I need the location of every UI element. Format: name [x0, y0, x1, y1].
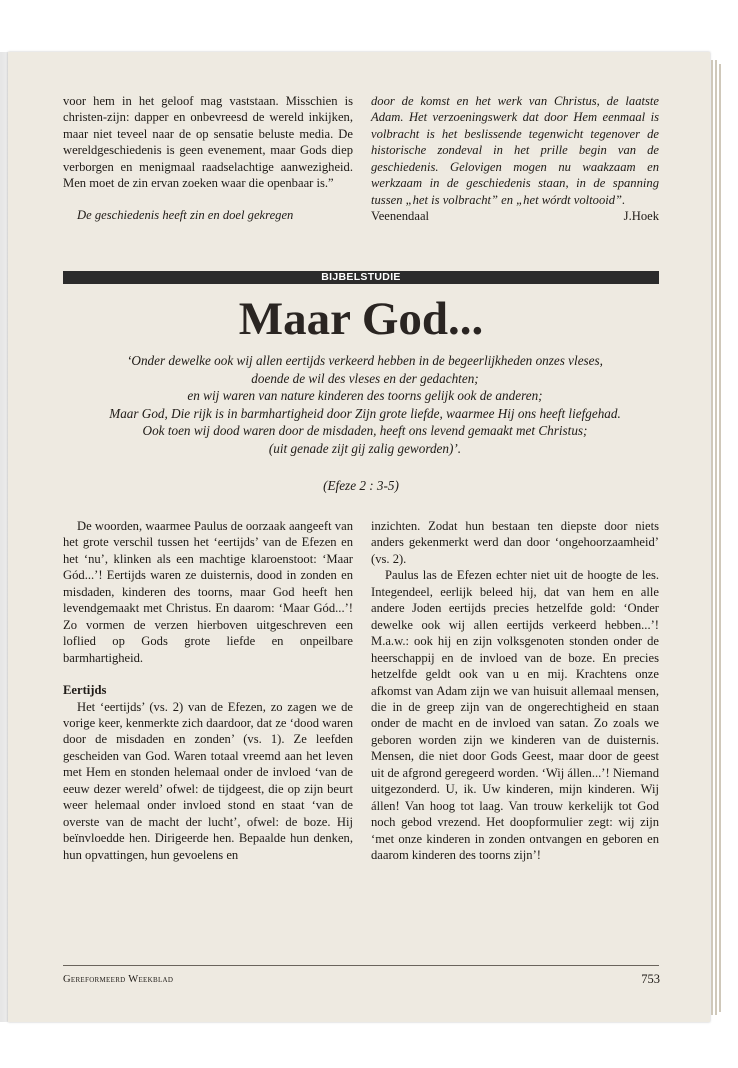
quote-line: (uit genade zijt gij zalig geworden)’. — [268, 440, 462, 456]
top-left-column — [63, 93, 353, 223]
page-edge — [711, 60, 713, 1015]
quote-line: doende de wil des vleses en der gedachten; — [251, 370, 479, 386]
quote-line: en wij waren van nature kinderen des toorns gelijk ook de anderen; — [187, 388, 543, 404]
section-heading: Eertijds — [63, 683, 107, 698]
top-right-column — [371, 93, 659, 225]
footer-rule — [63, 965, 659, 966]
top-right-italic: door de komst en het werk van Christus, de laatste Adam. Het verzoeningswerk dat door Hem eenmaal is volbracht is het beslissende tegenwicht tegenover de historische zondeval in het prille begin van de geschiedenis. Gelovigen mogen nu waakzaam en werkzaam in de geschiedenis staan, in de spanning tussen „het is volbracht” en „het wórdt voltooid”. — [371, 94, 659, 207]
article-title: Maar God... — [238, 293, 484, 345]
top-left-text: voor hem in het geloof mag vaststaan. Misschien is christen-zijn: dapper en onbevreesd de wereld inkijken, maar niet teveel naar de op sensatie beluste media. De wereldgeschiedenis is geen evenement, maar Gods diep verborgen en menigmaal raadselachtige aanwezigheid. Men moet de zin ervan zoeken waar die openbaar is.” — [63, 94, 353, 191]
body-right-column — [371, 518, 659, 864]
publication-name: Gereformeerd Weekblad — [63, 974, 174, 985]
page-edge — [715, 60, 717, 1015]
signature-place: Veenendaal — [371, 209, 430, 224]
scripture-reference: (Efeze 2 : 3-5) — [323, 478, 399, 493]
quote-line: ‘Onder dewelke ook wij allen eertijds verkeerd hebben in de begeerlijkheden onzes vleses, — [127, 353, 603, 368]
page-number: 753 — [641, 972, 660, 986]
body-paragraph: Paulus las de Efezen echter niet uit de hoogte de les. Integendeel, eerlijk beleed hij, dat van hem en alle andere Joden eertijds precies hetzelfde gold: ‘Onder dewelke ook wij allen eertijds verkeerd hebben...’! M.a.w.: ook hij en zijn volksgenoten stonden onder de heerschappij en de invloed van de boze. En precies hetzelfde geldt ook van u en mij. Krachtens onze afkomst van Adam zijn we van huisuit allemaal mensen, die in de greep zijn van de ongerechtigheid en staan onder de macht en de invloed van satan. Zo zoals we geboren worden zijn we kinderen van de duisternis. Mensen, die niet door Gods Geest, maar door de geest uit de afgrond geregeerd worden. ‘Wij állen...’! Niemand uitgezonderd. U, ik. Uw kinderen, mijn kinderen. Wij állen! Van hoog tot laag. Van trouw kerkelijk tot God noch gebod vrezend. Het doopformulier zegt: wij zijn ‘met onze kinderen in zonden ontvangen en geboren en daarom kinderen des toorns zijn’! — [371, 568, 659, 863]
body-left-column — [63, 518, 353, 863]
signature-line — [371, 208, 659, 224]
page-edge — [719, 64, 721, 1012]
body-paragraph: Het ‘eertijds’ (vs. 2) van de Efezen, zo zagen we de vorige keer, kenmerkte zich daardoor, dat ze ‘dood waren door de misdaden en zonden’ (vs. 1). Ze leefden gescheiden van God. Waren totaal vreemd aan het leven met Hem en stonden helemaal onder de invloed ‘van de eeuw dezer wereld’ ofwel: de tijdgeest, die op zijn beurt weer helemaal onder invloed stond en staat ‘van de overste van de macht der lucht’, ofwel: de boze. Hij beïnvloedde hen. Dirigeerde hen. Bepaalde hun denken, hun opvattingen, hun gevoelens en — [63, 699, 353, 862]
signature-author: J.Hoek — [623, 209, 659, 224]
top-left-italic: De geschiedenis heeft zin en doel gekregen — [77, 207, 294, 222]
quote-line: Maar God, Die rijk is in barmhartigheid door Zijn grote liefde, waarmee Hij ons heeft liefgehad. — [109, 405, 621, 421]
intro-paragraph: De woorden, waarmee Paulus de oorzaak aangeeft van het grote verschil tussen het ‘eertijds’ van de Efezen en het ‘nu’, klinken als een machtige klaroenstoot: ‘Maar Gód...’! Eertijds waren ze duisternis, dood in zonden en misdaden, kinderen des toorns, maar God heeft hen levendgemaakt met Christus. En daarom: ‘Maar Gód...’! Zo vormen de verzen hierboven uitgeschreven een loflied op Gods grote liefde en onpeilbare barmhartigheid. — [63, 519, 353, 665]
section-rubric: BIJBELSTUDIE — [63, 271, 659, 284]
scripture-quote — [40, 352, 690, 458]
quote-line: Ook toen wij dood waren door de misdaden, heeft ons levend gemaakt met Christus; — [142, 423, 588, 439]
body-paragraph: inzichten. Zodat hun bestaan ten diepste door niets anders gekenmerkt werd dan door ‘ongehoorzaamheid’ (vs. 2). — [371, 519, 659, 566]
